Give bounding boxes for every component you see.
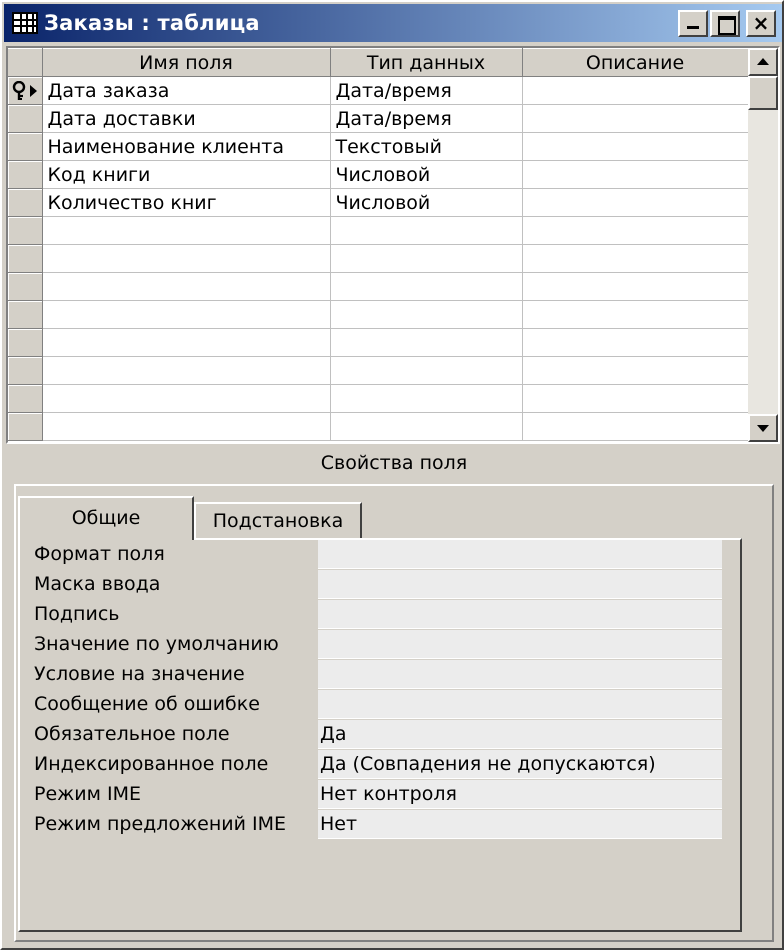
row-selector[interactable] — [8, 161, 42, 189]
scroll-down-button[interactable] — [748, 414, 778, 442]
row-selector[interactable] — [8, 217, 42, 245]
table-icon — [12, 12, 38, 34]
row-selector[interactable] — [8, 301, 42, 329]
description-cell[interactable] — [522, 329, 748, 357]
data-type-cell[interactable]: Дата/время — [330, 77, 522, 105]
data-type-cell[interactable] — [330, 217, 522, 245]
field-name-cell[interactable]: Количество книг — [42, 189, 330, 217]
description-cell[interactable] — [522, 77, 748, 105]
row-selector[interactable] — [8, 105, 42, 133]
row-selector[interactable] — [8, 329, 42, 357]
data-type-cell[interactable]: Числовой — [330, 161, 522, 189]
description-cell[interactable] — [522, 385, 748, 413]
row-selector[interactable] — [8, 273, 42, 301]
description-cell[interactable] — [522, 105, 748, 133]
tab-general[interactable]: Общие — [18, 496, 194, 540]
field-row[interactable] — [8, 385, 748, 413]
scroll-thumb[interactable] — [748, 76, 778, 110]
property-value-field[interactable]: Нет — [318, 810, 722, 839]
property-label: Формат поля — [34, 543, 165, 565]
field-row[interactable] — [8, 273, 748, 301]
field-row[interactable] — [8, 245, 748, 273]
data-type-cell[interactable]: Числовой — [330, 189, 522, 217]
field-name-cell[interactable]: Наименование клиента — [42, 133, 330, 161]
property-label: Режим IME — [34, 783, 141, 805]
scroll-up-button[interactable] — [748, 48, 778, 76]
property-value-field[interactable]: Да — [318, 720, 722, 749]
column-header-field-name[interactable]: Имя поля — [42, 49, 330, 77]
data-type-cell[interactable]: Дата/время — [330, 105, 522, 133]
field-row[interactable] — [8, 301, 748, 329]
row-selector[interactable] — [8, 133, 42, 161]
property-label: Значение по умолчанию — [34, 633, 279, 655]
property-label: Режим предложений IME — [34, 813, 287, 835]
field-name-cell[interactable] — [42, 385, 330, 413]
property-label: Маска ввода — [34, 573, 161, 595]
description-cell[interactable] — [522, 413, 748, 441]
tab-lookup[interactable]: Подстановка — [194, 502, 362, 538]
data-type-cell[interactable] — [330, 273, 522, 301]
description-cell[interactable] — [522, 189, 748, 217]
field-name-cell[interactable]: Дата заказа — [42, 77, 330, 105]
description-cell[interactable] — [522, 217, 748, 245]
property-label: Индексированное поле — [34, 753, 269, 775]
field-name-cell[interactable] — [42, 357, 330, 385]
data-type-cell[interactable] — [330, 357, 522, 385]
column-header-data-type[interactable]: Тип данных — [330, 49, 522, 77]
field-name-cell[interactable]: Код книги — [42, 161, 330, 189]
description-cell[interactable] — [522, 301, 748, 329]
field-row[interactable] — [8, 161, 748, 189]
general-tab-panel — [18, 538, 742, 932]
field-name-cell[interactable]: Дата доставки — [42, 105, 330, 133]
field-row[interactable] — [8, 357, 748, 385]
row-selector[interactable] — [8, 245, 42, 273]
description-cell[interactable] — [522, 245, 748, 273]
data-type-cell[interactable]: Текстовый — [330, 133, 522, 161]
row-selector[interactable] — [8, 189, 42, 217]
column-header-description[interactable]: Описание — [522, 49, 748, 77]
description-cell[interactable] — [522, 161, 748, 189]
property-value-field[interactable]: Да (Совпадения не допускаются) — [318, 750, 722, 779]
window-title: Заказы : таблица — [44, 11, 260, 35]
description-cell[interactable] — [522, 133, 748, 161]
field-row[interactable] — [8, 189, 748, 217]
close-button[interactable] — [746, 10, 776, 37]
field-row[interactable] — [8, 413, 748, 441]
vertical-scrollbar[interactable] — [748, 48, 778, 442]
data-type-cell[interactable] — [330, 301, 522, 329]
fields-table — [8, 48, 749, 441]
field-properties-title: Свойства поля — [320, 452, 468, 474]
field-name-cell[interactable] — [42, 329, 330, 357]
row-selector[interactable] — [8, 77, 42, 105]
field-row[interactable] — [8, 133, 748, 161]
current-row-arrow-icon — [30, 85, 37, 97]
description-cell[interactable] — [522, 273, 748, 301]
field-row[interactable] — [8, 217, 748, 245]
row-selector[interactable] — [8, 357, 42, 385]
window-controls — [678, 10, 776, 37]
field-name-cell[interactable] — [42, 413, 330, 441]
field-row[interactable] — [8, 77, 748, 105]
corner-selector[interactable] — [8, 49, 42, 77]
field-name-cell[interactable] — [42, 245, 330, 273]
row-selector[interactable] — [8, 413, 42, 441]
property-label: Условие на значение — [34, 663, 245, 685]
data-type-cell[interactable] — [330, 329, 522, 357]
field-design-grid — [6, 46, 780, 444]
field-row[interactable] — [8, 105, 748, 133]
maximize-button[interactable] — [710, 10, 740, 37]
property-value-field[interactable]: Нет контроля — [318, 780, 722, 809]
title-bar[interactable] — [4, 4, 782, 42]
row-selector[interactable] — [8, 385, 42, 413]
data-type-cell[interactable] — [330, 413, 522, 441]
property-label: Обязательное поле — [34, 723, 230, 745]
field-row[interactable] — [8, 329, 748, 357]
field-name-cell[interactable] — [42, 217, 330, 245]
field-name-cell[interactable] — [42, 301, 330, 329]
minimize-button[interactable] — [678, 10, 708, 37]
property-label: Сообщение об ошибке — [34, 693, 260, 715]
field-name-cell[interactable] — [42, 273, 330, 301]
header-row — [8, 49, 748, 77]
data-type-cell[interactable] — [330, 245, 522, 273]
description-cell[interactable] — [522, 357, 748, 385]
data-type-cell[interactable] — [330, 385, 522, 413]
property-label: Подпись — [34, 603, 120, 625]
close-icon: × — [752, 11, 770, 35]
primary-key-icon — [11, 81, 29, 101]
